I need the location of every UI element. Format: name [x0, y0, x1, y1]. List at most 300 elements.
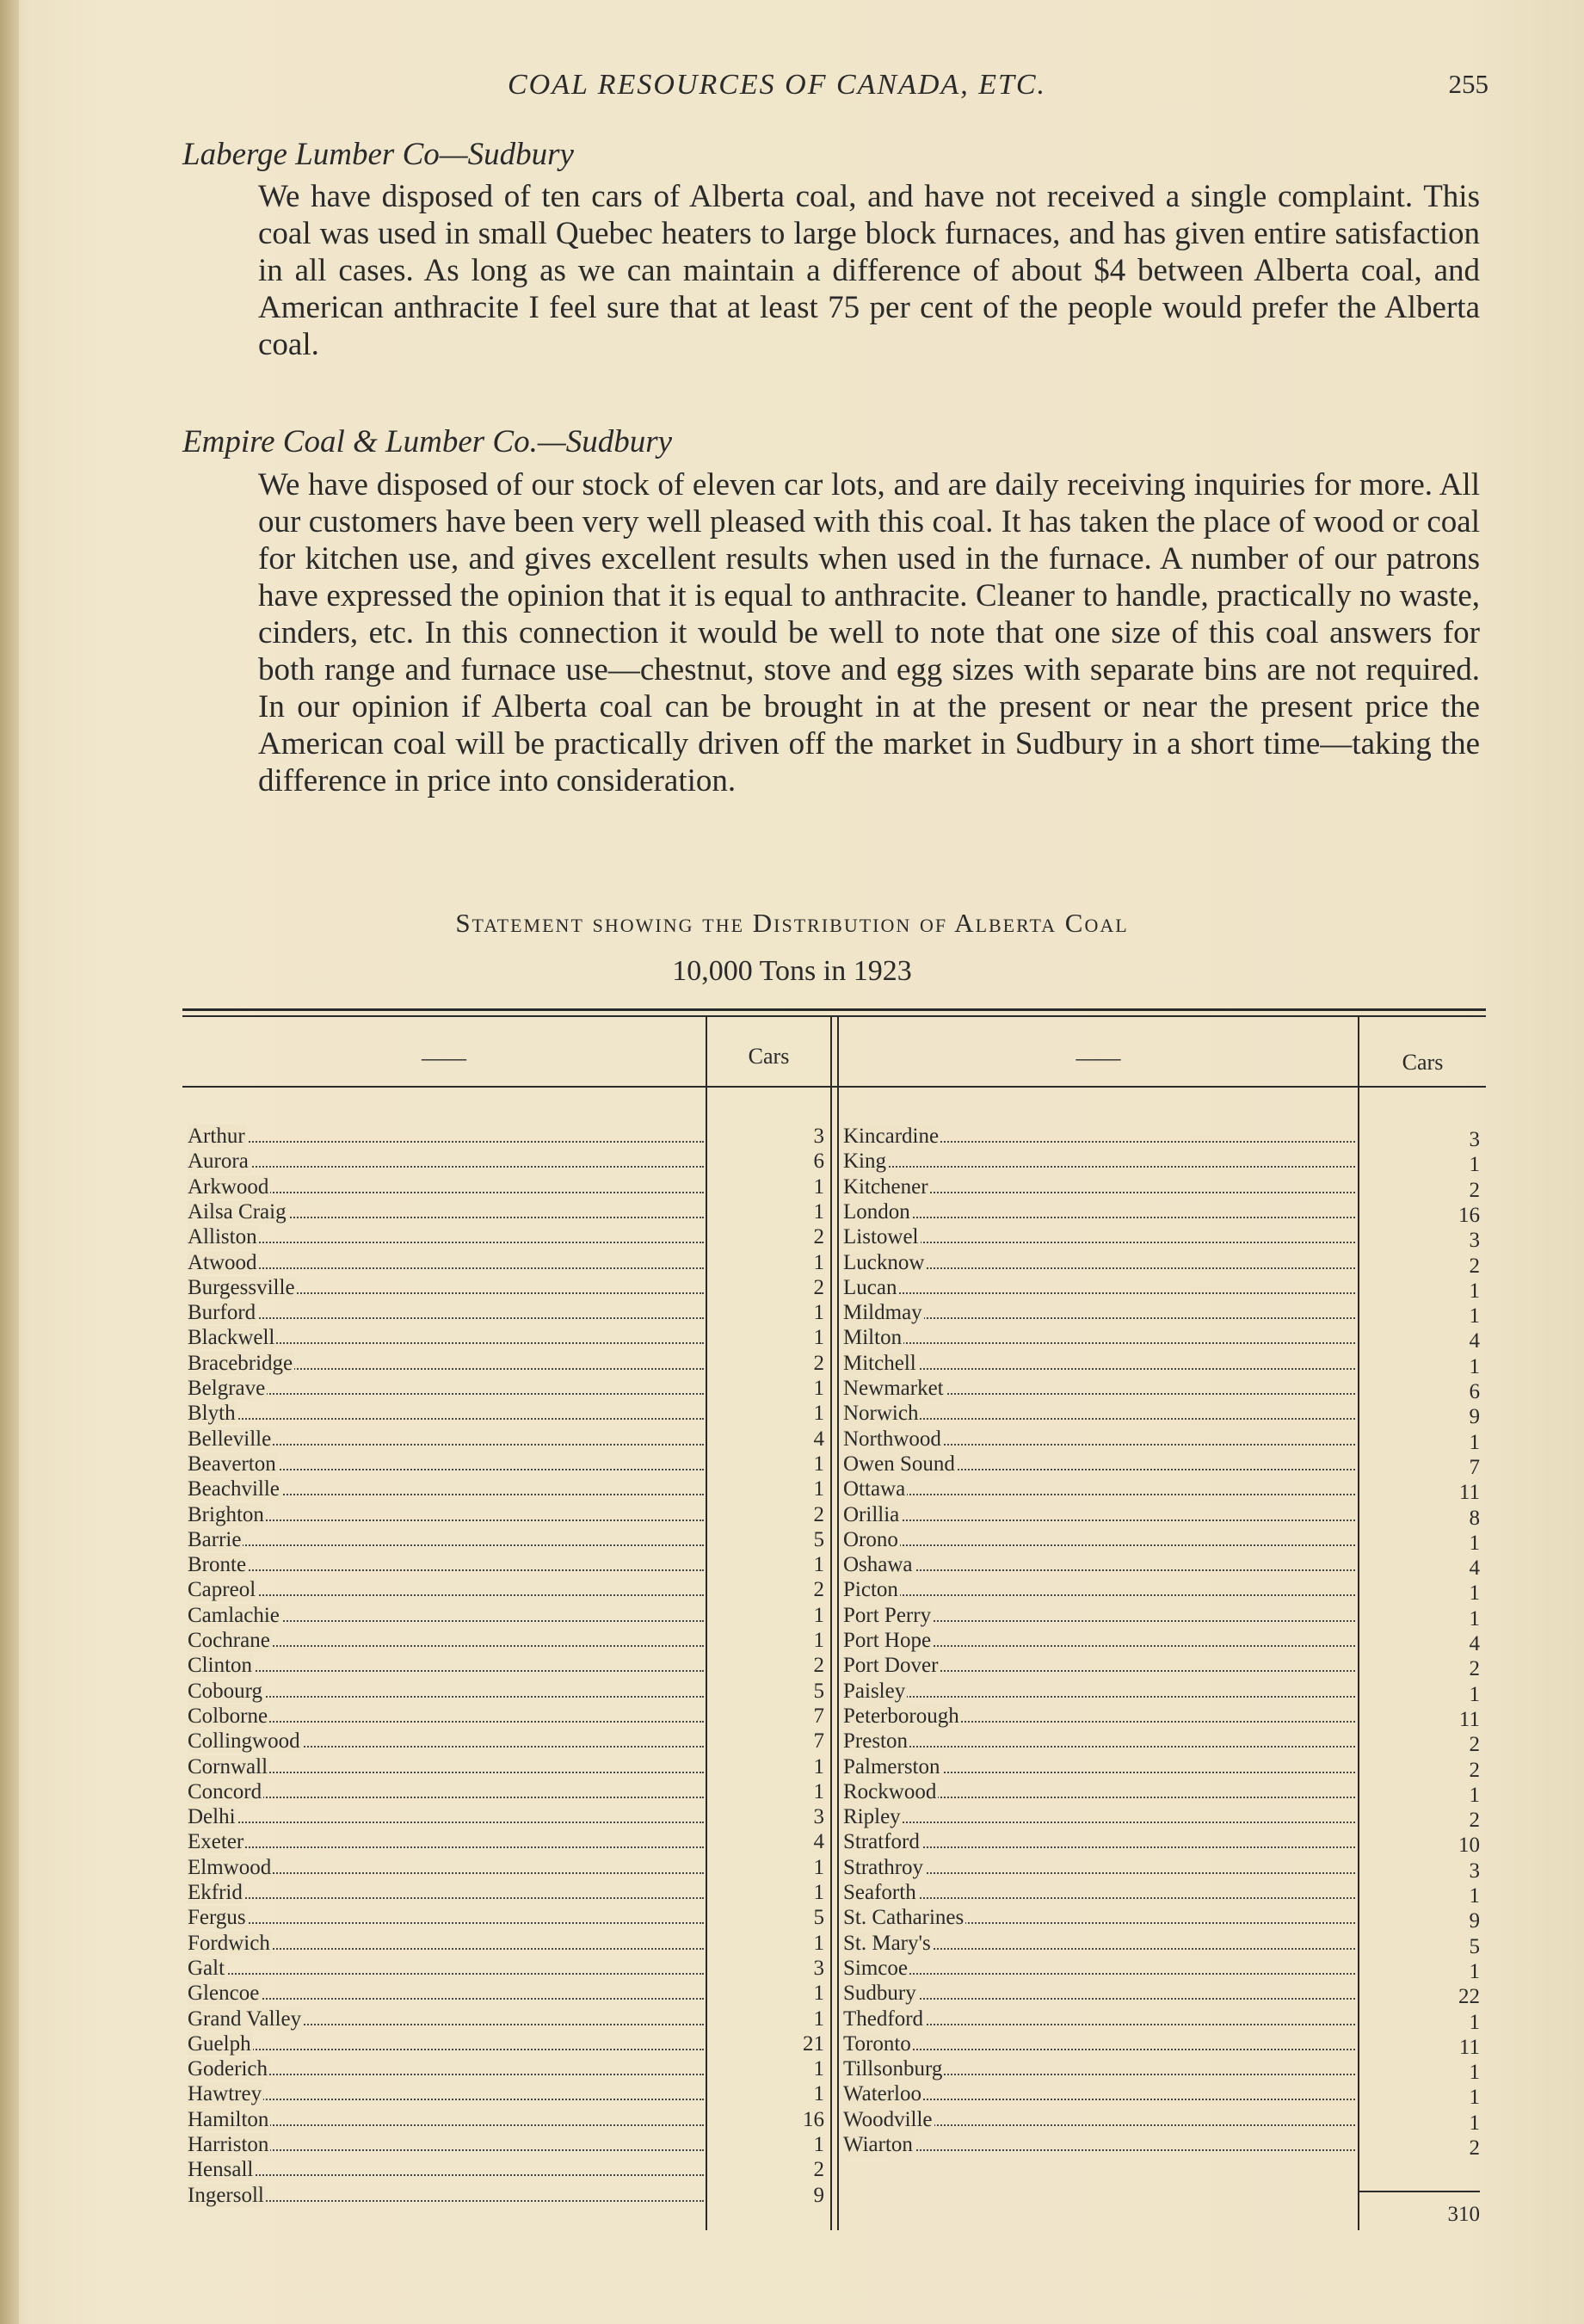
place-name: Paisley: [843, 1679, 906, 1703]
cars-count: 1: [1469, 1682, 1480, 1706]
leader-dots: [843, 1998, 1355, 2000]
cars-count: 11: [1458, 1481, 1480, 1505]
place-name: Beaverton: [188, 1452, 276, 1476]
cars-count: 7: [813, 1704, 824, 1728]
place-name: Cochrane: [188, 1629, 270, 1652]
place-name: Ripley: [843, 1805, 901, 1829]
cars-count: 1: [1469, 1884, 1480, 1908]
place-name: Clinton: [188, 1654, 253, 1678]
leader-dots: [188, 1166, 704, 1168]
cars-count: 1: [813, 1629, 824, 1652]
place-name: Aurora: [188, 1150, 249, 1174]
table-row: [843, 1300, 1355, 1325]
leader-dots: [843, 1292, 1355, 1294]
leader-dots: [188, 1922, 704, 1924]
cars-count: 4: [1469, 1632, 1480, 1655]
cars-count: 2: [1469, 1733, 1480, 1757]
table-row: [188, 1300, 704, 1325]
cars-count: 2: [813, 2158, 824, 2182]
table-row: [843, 1199, 1355, 1224]
cars-count: 3: [1469, 1229, 1480, 1253]
right-cars-header: Cars: [1402, 1050, 1444, 1075]
table-row: [188, 1376, 704, 1401]
leader-dots: [188, 2099, 704, 2100]
cars-count: 1: [1469, 1783, 1480, 1807]
place-name: Norwich: [843, 1402, 919, 1426]
cars-count: 16: [803, 2107, 824, 2131]
table-row: [188, 1149, 704, 1174]
table-row: [188, 1552, 704, 1577]
table-row: [188, 1224, 704, 1249]
cars-count: 2: [813, 1502, 824, 1526]
cars-count: 1: [1469, 1430, 1480, 1454]
place-name: Lucan: [843, 1275, 897, 1299]
place-name: Hamilton: [188, 2107, 269, 2131]
table-row: [188, 1124, 704, 1149]
cars-count: 1: [813, 1174, 824, 1199]
place-name: Alliston: [188, 1225, 257, 1249]
table-row: [843, 1174, 1355, 1199]
cars-count: 1: [1469, 2086, 1480, 2110]
table-row: [843, 2056, 1355, 2081]
place-name: Glencoe: [188, 1982, 260, 2006]
place-name: Tillsonburg: [843, 2057, 943, 2081]
table-row: [843, 2081, 1355, 2106]
place-name: Orono: [843, 1527, 898, 1551]
cars-count: 1: [813, 2007, 824, 2031]
cars-count: 1: [813, 1603, 824, 1627]
table-row: [188, 1199, 704, 1224]
table-row: [843, 1804, 1355, 1829]
place-name: Blackwell: [188, 1326, 275, 1350]
cars-count: 1: [1469, 2061, 1480, 2085]
place-name: Rockwood: [843, 1779, 937, 1803]
table-row: [188, 1729, 704, 1754]
cars-count: 7: [1469, 1455, 1480, 1479]
table-row: [843, 1704, 1355, 1729]
cars-count: 1: [813, 1377, 824, 1400]
left-cars-header: Cars: [748, 1044, 790, 1069]
table-row: [188, 1704, 704, 1729]
cars-count: 2: [813, 1654, 824, 1678]
cars-count: 1: [813, 2082, 824, 2106]
cars-count: 3: [813, 1125, 824, 1148]
page-binding-edge: [0, 0, 19, 2324]
cars-count: 2: [1469, 1657, 1480, 1681]
cars-count: 1: [1469, 2111, 1480, 2135]
table-row: [843, 2007, 1355, 2031]
cars-count: 1: [813, 1931, 824, 1955]
place-name: Arkwood: [188, 1174, 269, 1199]
table-row: [843, 1351, 1355, 1376]
place-name: Burford: [188, 1301, 256, 1325]
place-name: Arthur: [188, 1125, 245, 1148]
table-row: [843, 1956, 1355, 1981]
place-name: Bracebridge: [188, 1351, 293, 1375]
cars-count: 6: [1469, 1380, 1480, 1403]
cars-count: 5: [813, 1527, 824, 1551]
place-name: Seaforth: [843, 1881, 916, 1904]
table-row: [188, 1804, 704, 1829]
leader-dots: [843, 1166, 1355, 1168]
table-row: [843, 1779, 1355, 1804]
cars-count: 1: [1469, 2010, 1480, 2034]
place-name: Brighton: [188, 1502, 264, 1526]
table-subcaption: 10,000 Tons in 1923: [672, 955, 912, 987]
leader-dots: [843, 1418, 1355, 1420]
table-row: [843, 1577, 1355, 1602]
table-row: [188, 2031, 704, 2056]
table-row: [843, 1401, 1355, 1426]
table-row: [843, 1552, 1355, 1577]
cars-count: 2: [813, 1578, 824, 1602]
place-name: Ailsa Craig: [188, 1199, 287, 1224]
place-name: Concord: [188, 1779, 262, 1803]
place-name: Colborne: [188, 1704, 268, 1728]
table-row: [188, 1981, 704, 2006]
place-name: Goderich: [188, 2057, 268, 2081]
leader-dots: [843, 1746, 1355, 1748]
cars-count: 2: [813, 1275, 824, 1299]
table-row: [843, 1476, 1355, 1501]
table-row: [188, 1628, 704, 1653]
cars-count: 1: [813, 1477, 824, 1501]
cars-count: 2: [1469, 1758, 1480, 1782]
table-row: [843, 1905, 1355, 1930]
table-row: [188, 2132, 704, 2157]
total-cars: 310: [1447, 2203, 1480, 2226]
cars-count: 1: [813, 1779, 824, 1803]
table-row: [188, 1855, 704, 1880]
cars-count: 1: [813, 1199, 824, 1224]
place-name: Listowel: [843, 1225, 919, 1249]
table-row: [188, 1452, 704, 1476]
leader-dots: [188, 1822, 704, 1823]
table-row: [843, 1250, 1355, 1275]
table-row: [843, 1603, 1355, 1628]
leader-dots: [188, 1317, 704, 1319]
cars-count: 8: [1469, 1506, 1480, 1530]
table-row: [188, 1250, 704, 1275]
table-row: [188, 1502, 704, 1527]
cars-count: 4: [813, 1427, 824, 1451]
table-row: [188, 1351, 704, 1376]
place-name: Owen Sound: [843, 1452, 955, 1476]
cars-count: 1: [813, 2057, 824, 2081]
table-row: [188, 1679, 704, 1704]
cars-count: 2: [1469, 1178, 1480, 1202]
place-name: St. Mary's: [843, 1931, 931, 1955]
leader-dots: [188, 1696, 704, 1698]
cars-count: 16: [1458, 1203, 1480, 1227]
place-name: Ekfrid: [188, 1881, 243, 1904]
running-title: COAL RESOURCES OF CANADA, ETC.: [508, 69, 1047, 101]
place-name: Milton: [843, 1326, 903, 1350]
leader-dots: [843, 1494, 1355, 1495]
cars-count: 3: [1469, 1859, 1480, 1883]
table-row: [188, 1275, 704, 1300]
leader-dots: [188, 1846, 704, 1848]
cars-count: 1: [813, 1982, 824, 2006]
place-name: Newmarket: [843, 1377, 944, 1400]
cars-count: 22: [1458, 1985, 1480, 2009]
place-name: Exeter: [188, 1830, 244, 1854]
left-place-header: ——: [422, 1045, 466, 1070]
cars-count: 1: [813, 1881, 824, 1904]
cars-count: 1: [813, 1553, 824, 1577]
cars-count: 1: [1469, 1606, 1480, 1630]
place-name: Capreol: [188, 1578, 256, 1602]
place-name: Picton: [843, 1578, 898, 1602]
cars-count: 1: [1469, 1531, 1480, 1555]
col-divider-1: [706, 1017, 707, 2230]
place-name: Hawtrey: [188, 2082, 262, 2106]
table-row: [188, 1325, 704, 1350]
leader-dots: [188, 1797, 704, 1798]
place-name: King: [843, 1150, 886, 1174]
cars-count: 1: [1469, 1354, 1480, 1378]
cars-count: 21: [803, 2031, 824, 2056]
place-name: Mitchell: [843, 1351, 916, 1375]
place-name: Preston: [843, 1729, 908, 1754]
place-name: Belleville: [188, 1427, 272, 1451]
cars-count: 2: [1469, 2136, 1480, 2160]
leader-dots: [843, 1973, 1355, 1975]
leader-dots: [188, 1670, 704, 1672]
cars-count: 1: [813, 1301, 824, 1325]
place-name: Delhi: [188, 1805, 236, 1829]
table-row: [188, 1476, 704, 1501]
place-name: Peterborough: [843, 1704, 959, 1728]
cars-count: 1: [813, 1855, 824, 1879]
table-row: [188, 1527, 704, 1552]
table-row: [188, 1603, 704, 1628]
leader-dots: [843, 1520, 1355, 1521]
place-name: Guelph: [188, 2031, 251, 2056]
cars-count: 11: [1458, 2035, 1480, 2059]
table-row: [843, 1729, 1355, 1754]
leader-dots: [188, 1242, 704, 1243]
place-name: Woodville: [843, 2107, 933, 2131]
table-row: [843, 1931, 1355, 1956]
cars-count: 2: [813, 1225, 824, 1249]
cars-count: 1: [1469, 1153, 1480, 1177]
table-row: [188, 1905, 704, 1930]
table-row: [843, 2031, 1355, 2056]
cars-count: 11: [1458, 1707, 1480, 1731]
table-row: [188, 2007, 704, 2031]
place-name: Hensall: [188, 2158, 254, 2182]
cars-count: 1: [813, 1402, 824, 1426]
leader-dots: [188, 2049, 704, 2050]
cars-count: 3: [1469, 1128, 1480, 1151]
table-row: [843, 1224, 1355, 1249]
place-name: Bronte: [188, 1553, 247, 1577]
leader-dots: [188, 1267, 704, 1269]
place-name: Fordwich: [188, 1931, 270, 1955]
cars-count: 1: [813, 1326, 824, 1350]
table-row: [843, 1527, 1355, 1552]
leader-dots: [188, 2174, 704, 2176]
place-name: Oshawa: [843, 1553, 913, 1577]
place-name: Burgessville: [188, 1275, 295, 1299]
table-row: [188, 2107, 704, 2132]
cars-count: 1: [1469, 1279, 1480, 1303]
leader-dots: [843, 1544, 1355, 1546]
place-name: Port Hope: [843, 1629, 932, 1652]
cars-count: 1: [813, 1452, 824, 1476]
place-name: Camlachie: [188, 1603, 280, 1627]
place-name: Ingersoll: [188, 2183, 264, 2207]
cars-count: 7: [813, 1729, 824, 1754]
place-name: Port Dover: [843, 1654, 939, 1678]
cars-count: 1: [1469, 1304, 1480, 1328]
header-bottom-rule: [182, 1086, 1486, 1088]
table-row: [188, 1174, 704, 1199]
leader-dots: [188, 1141, 704, 1143]
table-row: [843, 1981, 1355, 2006]
cars-count: 2: [1469, 1809, 1480, 1833]
place-name: Thedford: [843, 2007, 924, 2031]
place-name: Strathroy: [843, 1855, 924, 1879]
place-name: Elmwood: [188, 1855, 272, 1879]
letter-body-empire: We have disposed of our stock of eleven car lots, and are daily receiving inquiries for more. All our customers have been very well pleased with this coal. It has taken the place of wood or coal for kitchen use, and gives excellent results when used in the furnace. A number of our patrons have expressed the opinion that it is equal to anthracite. Cleaner to handle, practically no waste, cinders, etc. In this connection it would be well to note that one size of this coal answers for both range and furnace use—chestnut, stove and egg sizes with separate bins are not required. In our opinion if Alberta coal can be brought in at the present or near the present price the American coal will be practically driven off the market in Sudbury in a short time—taking the difference in price into consideration.: [258, 467, 1480, 798]
table-row: [843, 1754, 1355, 1779]
place-name: Cobourg: [188, 1679, 263, 1703]
table-row: [188, 1931, 704, 1956]
table-row: [843, 1628, 1355, 1653]
table-top-rule-2: [182, 1015, 1486, 1017]
place-name: Collingwood: [188, 1729, 300, 1754]
cars-count: 1: [1469, 1581, 1480, 1606]
leader-dots: [188, 1897, 704, 1899]
leader-dots: [188, 1569, 704, 1571]
leader-dots: [843, 1217, 1355, 1218]
table-row: [188, 1829, 704, 1854]
table-row: [843, 2107, 1355, 2132]
place-name: Cornwall: [188, 1754, 268, 1778]
cars-count: 5: [1469, 1934, 1480, 1958]
leader-dots: [188, 1418, 704, 1420]
place-name: Palmerston: [843, 1754, 940, 1778]
table-row: [843, 1427, 1355, 1452]
cars-count: 1: [813, 1250, 824, 1274]
place-name: Mildmay: [843, 1301, 922, 1325]
table-row: [188, 2056, 704, 2081]
table-row: [188, 1427, 704, 1452]
place-name: Blyth: [188, 1402, 236, 1426]
place-name: Galt: [188, 1956, 225, 1980]
table-row: [843, 1502, 1355, 1527]
place-name: Waterloo: [843, 2082, 922, 2106]
leader-dots: [843, 1897, 1355, 1899]
place-name: Belgrave: [188, 1377, 266, 1400]
cars-count: 3: [813, 1805, 824, 1829]
table-row: [188, 1779, 704, 1804]
right-place-header: ——: [1076, 1045, 1121, 1070]
leader-dots: [843, 1696, 1355, 1698]
leader-dots: [843, 1342, 1355, 1344]
place-name: Lucknow: [843, 1250, 925, 1274]
leader-dots: [188, 1998, 704, 2000]
cars-count: 4: [813, 1830, 824, 1854]
cars-count: 5: [813, 1679, 824, 1703]
leader-dots: [843, 2049, 1355, 2050]
place-name: Grand Valley: [188, 2007, 302, 2031]
col-divider-2a: [830, 1017, 832, 2230]
place-name: Northwood: [843, 1427, 941, 1451]
cars-count: 3: [813, 1956, 824, 1980]
table-row: [843, 1880, 1355, 1905]
table-row: [188, 1880, 704, 1905]
table-row: [843, 1376, 1355, 1401]
place-name: Kincardine: [843, 1125, 940, 1148]
leader-dots: [843, 1594, 1355, 1596]
cars-count: 6: [813, 1150, 824, 1174]
place-name: Atwood: [188, 1250, 257, 1274]
place-name: Harriston: [188, 2133, 269, 2156]
table-row: [188, 1653, 704, 1678]
place-name: Ottawa: [843, 1477, 906, 1501]
place-name: Port Perry: [843, 1603, 932, 1627]
running-head: [181, 69, 1488, 112]
cars-count: 1: [1469, 1959, 1480, 1983]
table-row: [843, 1149, 1355, 1174]
place-name: Barrie: [188, 1527, 242, 1551]
place-name: St. Catharines: [843, 1906, 965, 1930]
table-top-rule: [182, 1008, 1486, 1011]
col-divider-3: [1358, 1017, 1359, 2230]
table-row: [843, 1829, 1355, 1854]
cars-count: 2: [1469, 1254, 1480, 1278]
total-rule: [1359, 2191, 1480, 2192]
leader-dots: [843, 1822, 1355, 1823]
cars-count: 4: [1469, 1557, 1480, 1581]
page-number: 255: [1448, 69, 1488, 99]
cars-count: 2: [813, 1351, 824, 1375]
table-row: [188, 1956, 704, 1981]
cars-count: 1: [813, 1754, 824, 1778]
leader-dots: [188, 1973, 704, 1975]
place-name: Sudbury: [843, 1982, 916, 2006]
place-name: Beachville: [188, 1477, 280, 1501]
table-row: [843, 2132, 1355, 2157]
place-name: Stratford: [843, 1830, 920, 1854]
cars-count: 9: [1469, 1405, 1480, 1429]
leader-dots: [843, 2149, 1355, 2151]
place-name: London: [843, 1199, 910, 1224]
cars-count: 10: [1458, 1834, 1480, 1858]
place-name: Orillia: [843, 1502, 900, 1526]
place-name: Kitchener: [843, 1174, 928, 1199]
leader-dots: [843, 1569, 1355, 1571]
table-row: [843, 1653, 1355, 1678]
place-name: Simcoe: [843, 1956, 908, 1980]
cars-count: 9: [1469, 1909, 1480, 1933]
table-caption: Statement showing the Distribution of Alberta Coal: [455, 908, 1129, 938]
cars-count: 1: [813, 2133, 824, 2156]
table-row: [843, 1679, 1355, 1704]
place-name: Toronto: [843, 2031, 911, 2056]
letter-body-laberge: We have disposed of ten cars of Alberta coal, and have not received a single complaint. This coal was used in small Quebec heaters to large block furnaces, and has given entire satisfaction in all cases. As long as we can maintain a difference of about $4 between Alberta coal, and American anthracite I feel sure that at least 75 per cent of the people would prefer the Alberta coal.: [258, 179, 1480, 362]
cars-count: 4: [1469, 1329, 1480, 1353]
table-row: [188, 1577, 704, 1602]
table-row: [188, 1754, 704, 1779]
cars-count: 5: [813, 1906, 824, 1930]
table-row: [188, 2081, 704, 2106]
table-row: [188, 1401, 704, 1426]
table-row: [843, 1325, 1355, 1350]
